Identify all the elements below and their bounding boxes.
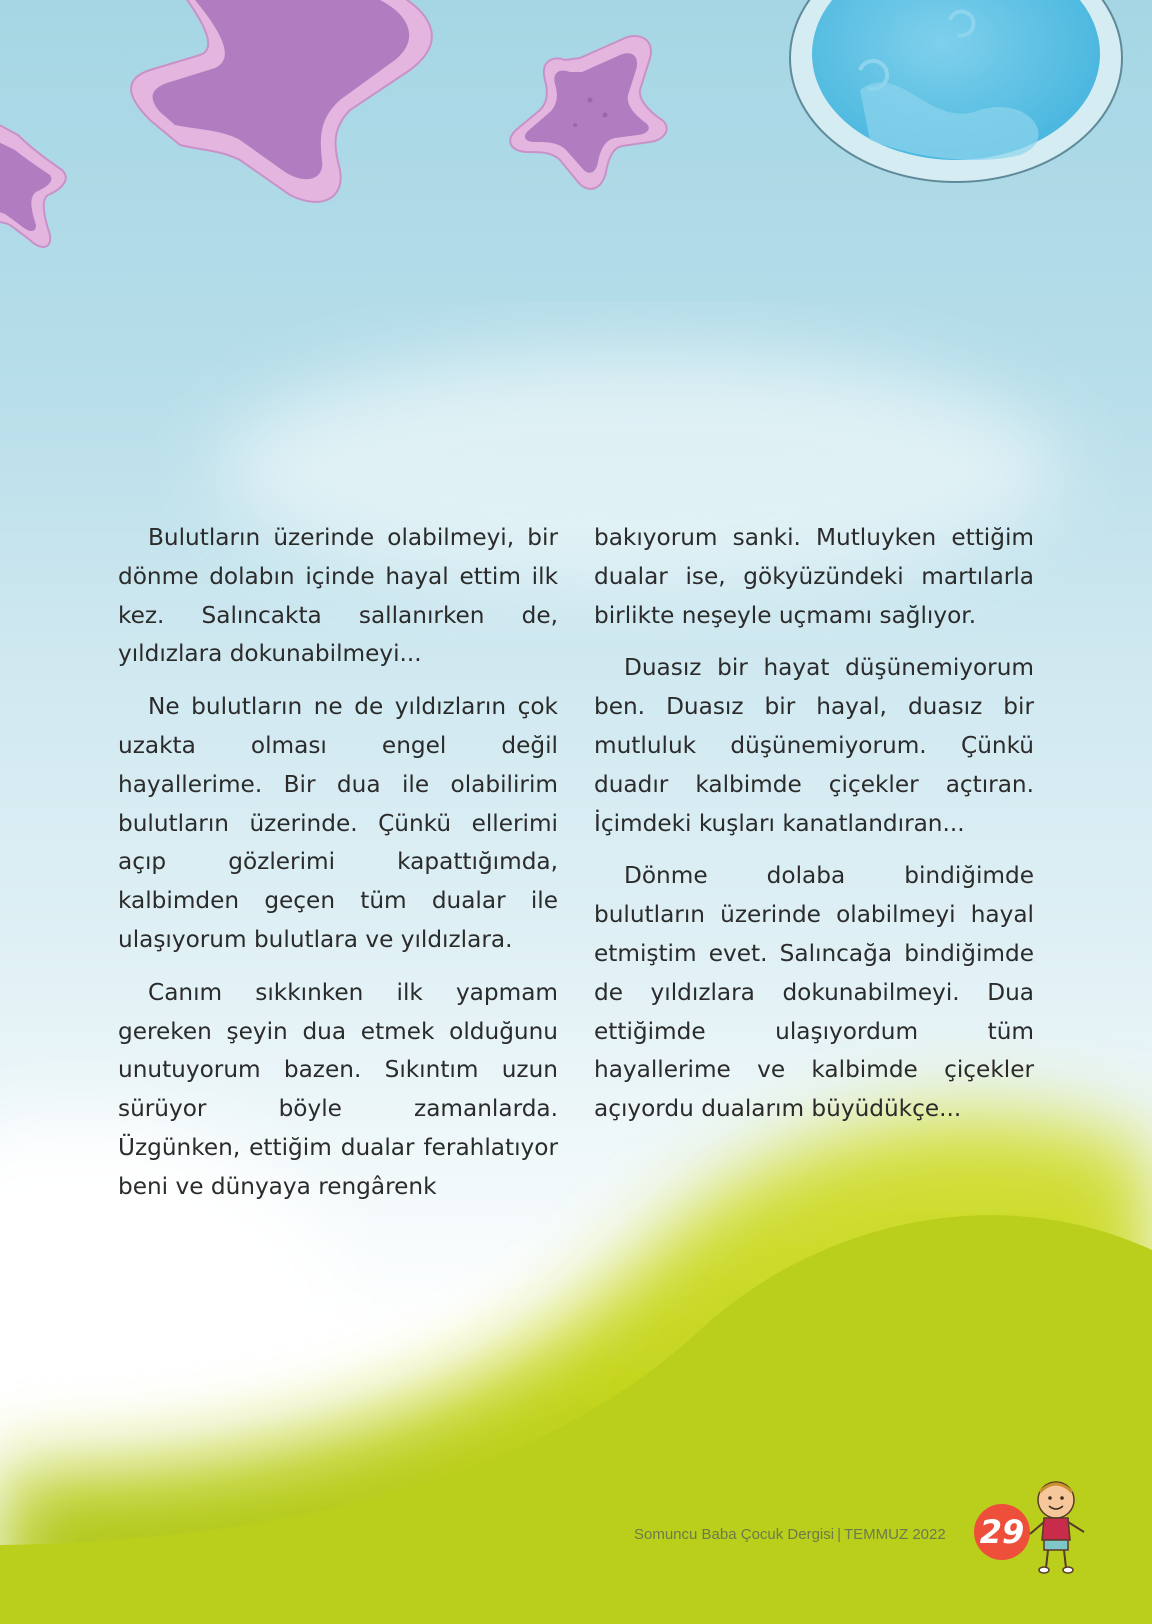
paragraph: Bulutların üzerinde olabilmeyi, bir dönme dolabın içinde hayal ettim ilk kez. Salıncakta sallanırken de, yıldızlara dokunabilmeyi... [118, 524, 558, 668]
star-icon [510, 36, 666, 189]
paragraph-continued: bakıyorum sanki. Mutluyken ettiğim dualar ise, gökyüzündeki martılarla birlikte neşeyle uçmamı sağlıyor. [594, 524, 1034, 629]
star-icon [131, 0, 432, 202]
paragraph: Dönme dolaba bindiğimde bulutların üzerinde olabilmeyi hayal etmiştim evet. Salıncağa bindiğimde de yıldızlara dokunabilmeyi. Dua ettiğimde ulaşıyordum tüm hayallerime ve kalbimde çiçekler açıyordu dualarım büyüdükçe... [594, 862, 1034, 1123]
child-mascot-icon [1022, 1478, 1102, 1578]
magazine-name: Somuncu Baba Çocuk Dergisi [634, 1526, 835, 1543]
issue-date: TEMMUZ 2022 [844, 1526, 946, 1543]
paragraph: Duasız bir hayat düşünemiyorum ben. Duasız bir hayal, duasız bir mutluluk düşünemiyorum. Çünkü duadır kalbimde çiçekler açtıran. İçimdeki kuşları kanatlandıran... [594, 654, 1034, 837]
paragraph: Canım sıkkınken ilk yapmam gereken şeyin dua etmek olduğunu unutuyorum bazen. Sıkıntım uzun sürüyor böyle zamanlarda. Üzgünken, ettiğim dualar ferahlatıyor beni ve dünyaya rengârenk [118, 978, 558, 1200]
star-icon [0, 120, 66, 247]
page-footer [634, 1526, 954, 1543]
article-right-column [594, 519, 1034, 1143]
footer-separator: | [837, 1526, 842, 1543]
planet-icon [790, 0, 1122, 182]
paragraph: Ne bulutların ne de yıldızların çok uzakta olması engel değil hayallerime. Bir dua ile olabilirim bulutların üzerinde. Çünkü ellerimi açıp gözlerimi kapattığımda, kalbimden geçen tüm dualar ile ulaşıyorum bulutlara ve yıldızlara. [118, 693, 558, 953]
article-left-column [118, 519, 558, 1221]
page-number-badge: 29 [974, 1504, 1030, 1560]
